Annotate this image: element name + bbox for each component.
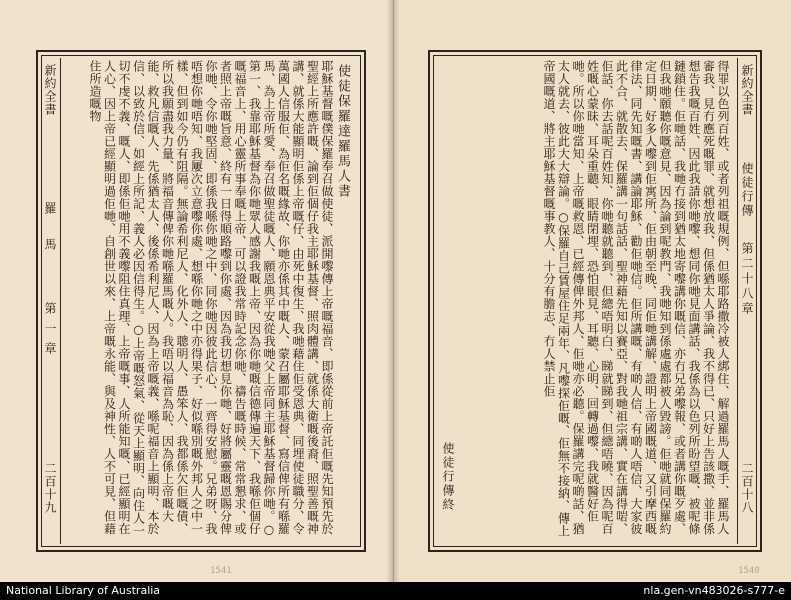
right-book-name: 使徒行傳 (740, 162, 754, 218)
right-book-title: 新約全書 (740, 64, 754, 116)
left-page-frame (36, 50, 366, 552)
footer-bar (0, 582, 791, 600)
left-running-header (60, 58, 61, 544)
footer-handle[interactable]: nla.gen-vn483026-s777-e (643, 584, 785, 597)
right-body-text: 得罪以色列百姓、或者列祖嘅規例、但喺耶路撒冷被人綁住、解過羅馬人嘅手、羅馬人審我、見冇應死嘅罪、就想放我、但係猶太人爭論、我不得已、只好上告該撒、並非係想告我嘅百姓、因此我請你哋嚟、想同你哋見面講話、我係為以色列所盼望嘅、被呢條鏈鎖住。佢哋話、我哋冇接到猶太地寄嚟講你嘅信、亦冇兄弟嚟報、或者講你嘅歹處、但我哋願聽你嘅意見、因為論到呢教門、我哋知到係處處都被人毀謗。佢哋就同保羅約定日期、好多人嚟到佢寓所、佢由朝至晚、同佢哋講解、證明上帝國嘅道、又引摩西嘅律法、同先知嘅書、講論耶穌、勸佢哋信。佢所講嘅、有啲人信、有啲人唔信、大家彼此不合、就散去、保羅講一句話話、聖神藉先知以賽亞、對我哋祖宗講、實在講得啱、佢話、你去話呢百姓知、你哋聽就聽到、但總唔明白、睇就睇到、但總唔曉、因為呢百姓嘅心蒙昧、耳朵重聽、眼睛閉埋、恐怕眼見、耳聽、心明、回轉過嚟、我就醫好佢哋。所以你哋當知、上帝嘅救恩、已經傳俾外邦人、佢哋亦必聽。保羅講完呢啲話、猶太人就去、彼此大大辯論。○保羅自己賃屋住足兩年、凡嚟探佢嘅、佢無不接納、傳上帝國嘅道、將主耶穌基督嘅事教人、十分有膽志、冇人禁止佢 (542, 60, 730, 537)
left-body-text: 耶穌基督嘅僕保羅奉召做使徒、派開嚟傳上帝嘅福音、即係從前上帝託佢嘅先知預先於聖經上所應許嘅、論到佢個仔我主耶穌基督、照肉體講、就係大衛嘅後裔、照聖善嘅神講、就係大能顯明佢係上帝嘅仔、由死中復生、我哋藉住佢受恩典、同埋使徒職分、令萬國人信服佢、為佢名嘅緣故、你哋亦係其中嘅人、蒙召屬耶穌基督、寫信俾所有喺羅馬、為上帝所愛、奉召做聖徒嘅人、願恩典平安從我哋父上帝同主耶穌基督歸你哋。○第一、我靠耶穌基督為你哋眾人感謝我嘅上帝、因為你哋嘅信德傳遍天下、我喺佢個仔嘅福音上、用心靈所事奉嘅上帝、可以證我常時記念你哋、禱告嘅時候、常常懇求、或者照上帝嘅旨意、終有一日得順路嚟到你處、因為我切想見你哋、好將屬靈嘅恩賜分俾你哋、令你哋堅固、即係我喺你哋之中、同你哋因彼此信心、一齊得安慰。兄弟呀、我唔想你哋唔知、我屢次立意嚟你處、想喺你哋之中亦得果子、好似喺別嘅外邦人之中一樣、但到如今仍有阻隔。無論希利尼人、化外人、聰明人、愚笨人、我都係欠佢嘅債、所以我願盡我力量、將福音傳俾你哋喺羅馬嘅人。我唔以福音為恥、因為係上帝嘅大能、救凡信嘅人、先係猶太人、後係希利尼人、因為上帝嘅義、喺呢福音上顯明、本於信、以致於信、如經上所記、義人必因信得生。○上帝嘅怒氣、從天上顯明、向住人一切不虔不義、嘅人、即係佢哋用不義嚟阻住真理、上帝嘅事、人所能知嘅、已經顯明在人心、因上帝已經顯明過佢哋、自創世以來、上帝嘅永能、與及神性、人不可見、但藉住所造嘅物 (88, 60, 334, 537)
left-book-heading: 使徒保羅達羅馬人書 (335, 64, 350, 199)
right-end-note: 使徒行傳終 (441, 442, 455, 512)
left-book-title: 新約全書 (43, 64, 57, 116)
right-page (394, 0, 791, 582)
right-running-header (737, 58, 738, 544)
right-stamp-number: 1540 (738, 566, 760, 576)
left-section-title: 羅 馬 (43, 202, 57, 256)
footer-library-name[interactable]: National Library of Australia (6, 584, 161, 597)
right-bleed-through (434, 60, 480, 542)
left-stamp-number: 1541 (210, 566, 232, 576)
right-chapter-label: 第二十八章 (740, 242, 754, 317)
right-page-frame (428, 50, 762, 552)
left-page (0, 0, 394, 582)
right-page-number: 二百十八 (740, 462, 754, 514)
left-page-number: 二百十九 (43, 462, 57, 514)
left-chapter-label: 第一章 (43, 302, 57, 362)
